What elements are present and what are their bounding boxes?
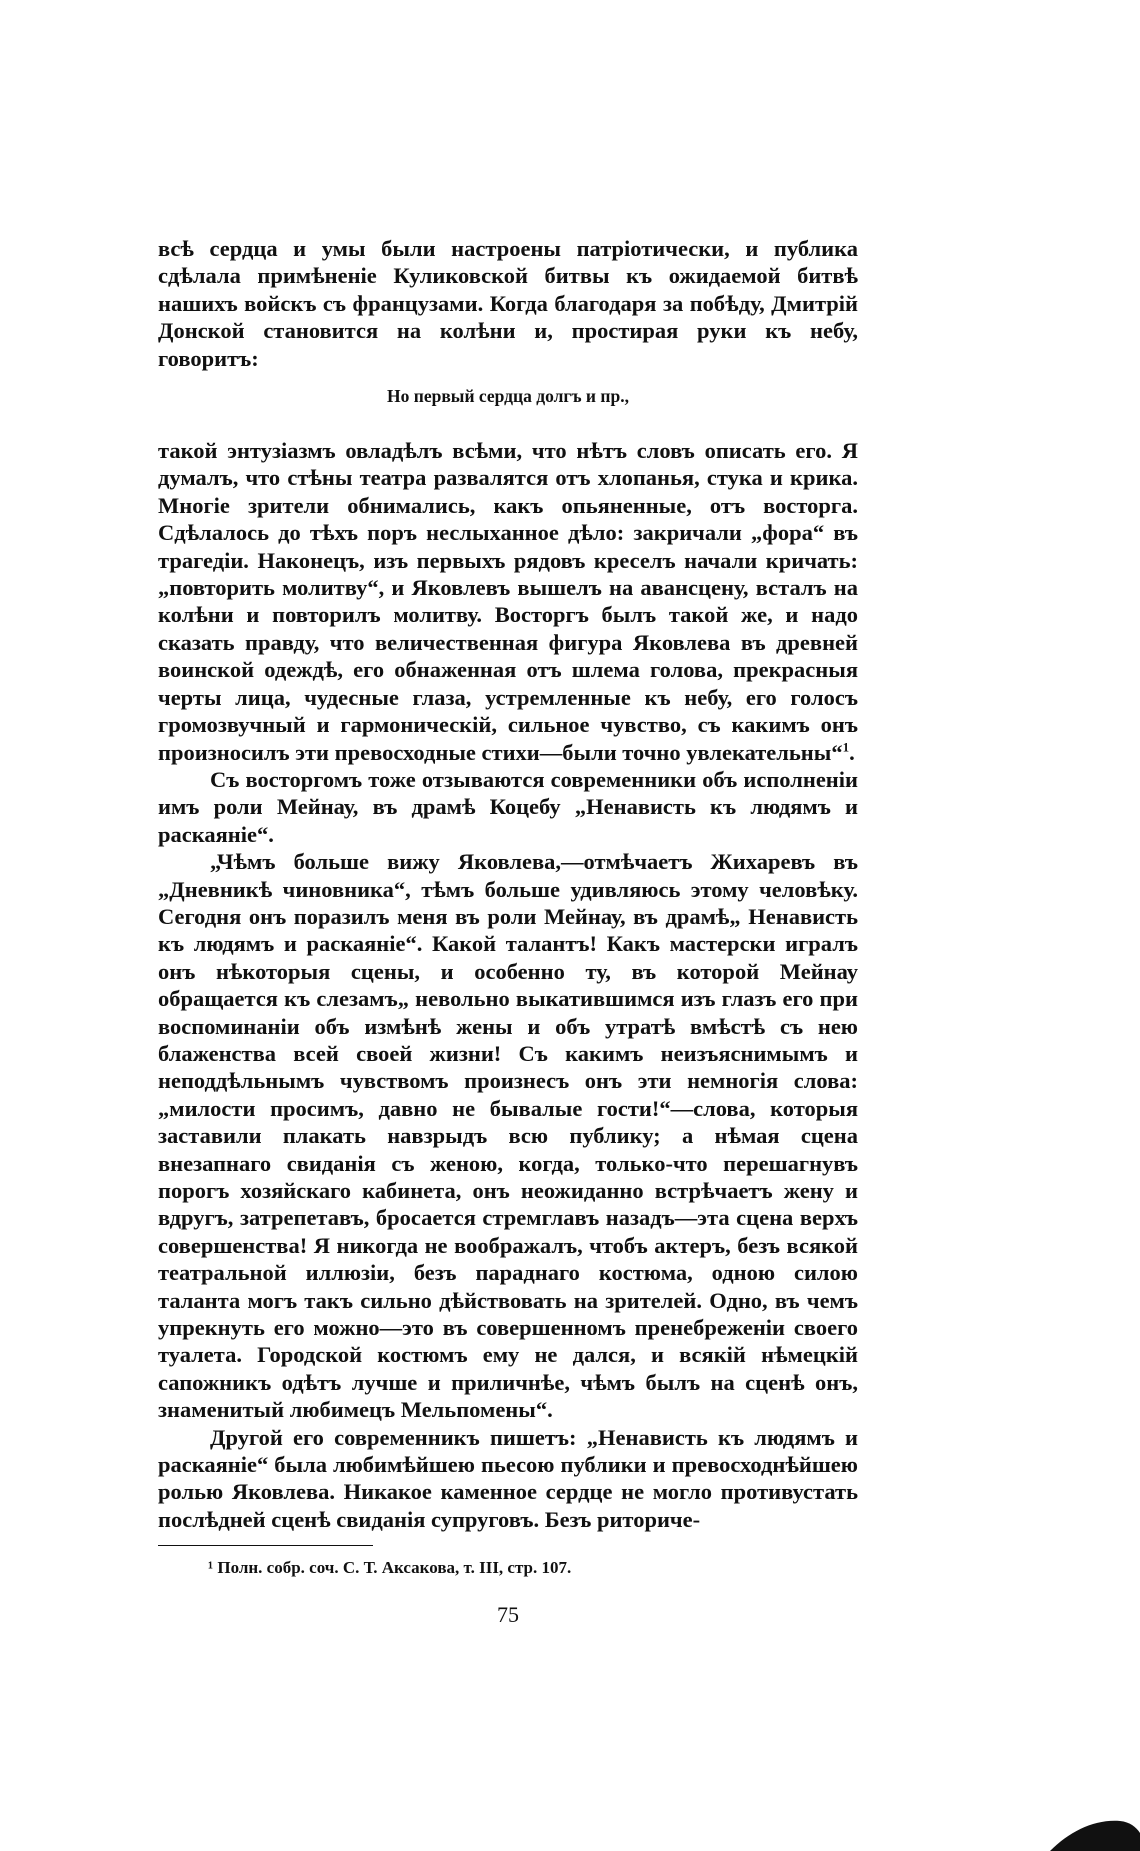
footnote-divider [158, 1545, 373, 1546]
paragraph-contemporary: Другой его современникъ пишетъ: „Ненависть къ людямъ и раскаяніе“ была любимѣйшею пьесою публики и превосходнѣйшею ролью Яковлева. Никакое каменное сердце не могло противустать послѣдней сценѣ свиданія супруговъ. Безъ риториче- [158, 1424, 858, 1532]
paragraph-enthusiasm-text: такой энтузіазмъ овладѣлъ всѣми, что нѣтъ словъ описать его. Я думалъ, что стѣны театра развалятся отъ хлопанья, стука и крика. Многіе зрители обнимались, какъ опьяненные, отъ восторга. Сдѣлалось до тѣхъ поръ неслыханное дѣло: закричали „фора“ въ трагедіи. Наконецъ, изъ первыхъ рядовъ креселъ начали кричать: „повторить молитву“, и Яковлевъ вышелъ на авансцену, всталъ на колѣни и повторилъ молитву. Восторгъ былъ такой же, и надо сказать правду, что величественная фигура Яковлева въ древней воинской одеждѣ, его обнаженная отъ шлема голова, прекрасныя черты лица, чудесные глаза, устремленные къ небу, его голосъ громозвучный и гармоническій, сильное чувство, съ какимъ онъ произносилъ эти превосходные стихи—были точно увлекательны“ [158, 438, 858, 765]
book-page [158, 235, 858, 1628]
paragraph-enthusiasm: такой энтузіазмъ овладѣлъ всѣми, что нѣтъ словъ описать его. Я думалъ, что стѣны театра развалятся отъ хлопанья, стука и крика. Многіе зрители обнимались, какъ опьяненные, отъ восторга. Сдѣлалось до тѣхъ поръ неслыханное дѣло: закричали „фора“ въ трагедіи. Наконецъ, изъ первыхъ рядовъ креселъ начали кричать: „повторить молитву“, и Яковлевъ вышелъ на авансцену, всталъ на колѣни и повторилъ молитву. Восторгъ былъ такой же, и надо сказать правду, что величественная фигура Яковлева въ древней воинской одеждѣ, его обнаженная отъ шлема голова, прекрасныя черты лица, чудесные глаза, устремленные къ небу, его голосъ громозвучный и гармоническій, сильное чувство, съ какимъ онъ произносилъ эти превосходные стихи—были точно увлекательны“$^1$. [158, 438, 858, 765]
footnote: ¹ Полн. собр. соч. С. Т. Аксакова, т. III, стр. 107. [208, 1558, 572, 1578]
verse-quote: Но первый сердца долгъ и пр., [387, 386, 629, 407]
paragraph-opening: всѣ сердца и умы были настроены патріотически, и публика сдѣлала примѣненіе Куликовской битвы къ ожидаемой битвѣ нашихъ войскъ съ французами. Когда благодаря за побѣду, Дмитрій Донской становится на колѣни и, простирая руки къ небу, говоритъ: [158, 236, 858, 371]
footnote-reference: 1 [842, 739, 850, 754]
page-number: 75 [497, 1602, 519, 1628]
paragraph-meinau: Съ восторгомъ тоже отзываются современники объ исполненіи имъ роли Мейнау, въ драмѣ Коцебу „Ненависть къ людямъ и раскаяніе“. [158, 766, 858, 847]
page-corner-mark [1050, 1791, 1140, 1851]
paragraph-zhikharev: „Чѣмъ больше вижу Яковлева,—отмѣчаетъ Жихаревъ въ „Дневникѣ чиновника“, тѣмъ больше удивляюсь этому человѣку. Сегодня онъ поразилъ меня въ роли Мейнау, въ драмѣ„ Ненависть къ людямъ и раскаяніе“. Какой талантъ! Какъ мастерски игралъ онъ нѣкоторыя сцены, и особенно ту, въ которой Мейнау обращается къ слезамъ„ невольно выкатившимся изъ глазъ его при воспоминаніи объ измѣнѣ жены и объ утратѣ вмѣстѣ съ нею блаженства всей своей жизни! Съ какимъ неизъяснимымъ и неподдѣльнымъ чувствомъ произнесъ онъ эти немногія слова: „милости просимъ, давно не бывалые гости!“—слова, которыя заставили плакать навзрыдъ всю публику; а нѣмая сцена внезапнаго свиданія съ женою, когда, только-что перешагнувъ порогъ хозяйскаго кабинета, онъ неожиданно встрѣчаетъ жену и вдругъ, затрепетавъ, бросается стремглавъ назадъ—эта сцена верхъ совершенства! Я никогда не воображалъ, чтобъ актеръ, безъ всякой театральной иллюзіи, безъ параднаго костюма, одною силою таланта могъ такъ сильно дѣйствовать на зрителей. Одно, въ чемъ упрекнуть его можно—это въ совершенномъ пренебреженіи своего туалета. Городской костюмъ ему не дался, и всякій нѣмецкій сапожникъ одѣтъ лучше и приличнѣе, чѣмъ былъ на сценѣ онъ, знаменитый любимецъ Мельпомены“. [158, 849, 858, 1423]
